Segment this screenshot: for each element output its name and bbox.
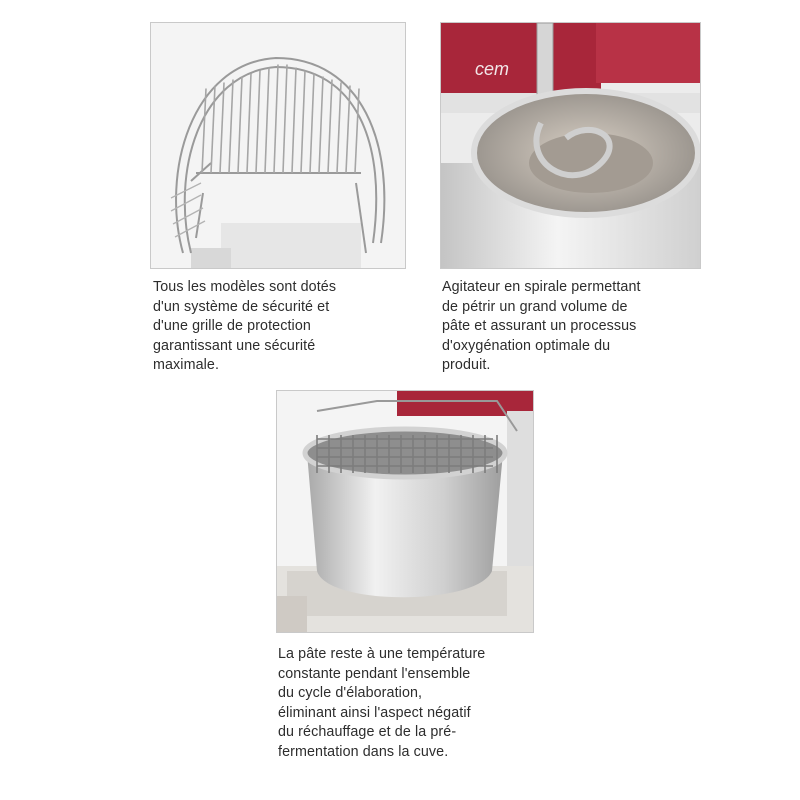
caption-safety (153, 278, 336, 376)
caption-line: Agitateur en spirale permettant (442, 279, 641, 295)
caption-line: Tous les modèles sont dotés (153, 279, 337, 295)
caption-line: garantissant une sécurité (153, 337, 316, 354)
caption-line: constante pendant l'ensemble (278, 665, 471, 682)
caption-line: éliminant ainsi l'aspect négatif (278, 704, 471, 721)
caption-line: d'oxygénation optimale du (442, 337, 611, 354)
caption-line: d'un système de sécurité et (153, 298, 330, 315)
caption-line: d'une grille de protection (153, 318, 311, 335)
caption-line: maximale. (153, 357, 220, 374)
caption-line: La pâte reste à une température (278, 646, 486, 662)
brand-logo: cem (475, 59, 510, 79)
caption-line: produit. (442, 357, 491, 374)
caption-line: fermentation dans la cuve. (278, 743, 449, 760)
spiral-agitator-photo (440, 22, 701, 269)
caption-agitator (442, 278, 641, 376)
caption-temperature (278, 645, 485, 763)
caption-line: du cycle d'élaboration, (278, 685, 423, 702)
caption-line: du réchauffage et de la pré- (278, 724, 457, 741)
caption-line: de pétrir un grand volume de (442, 298, 628, 315)
mixing-bowl-photo (276, 390, 534, 633)
caption-line: pâte et assurant un processus (442, 318, 637, 335)
safety-grille-photo (150, 22, 406, 269)
